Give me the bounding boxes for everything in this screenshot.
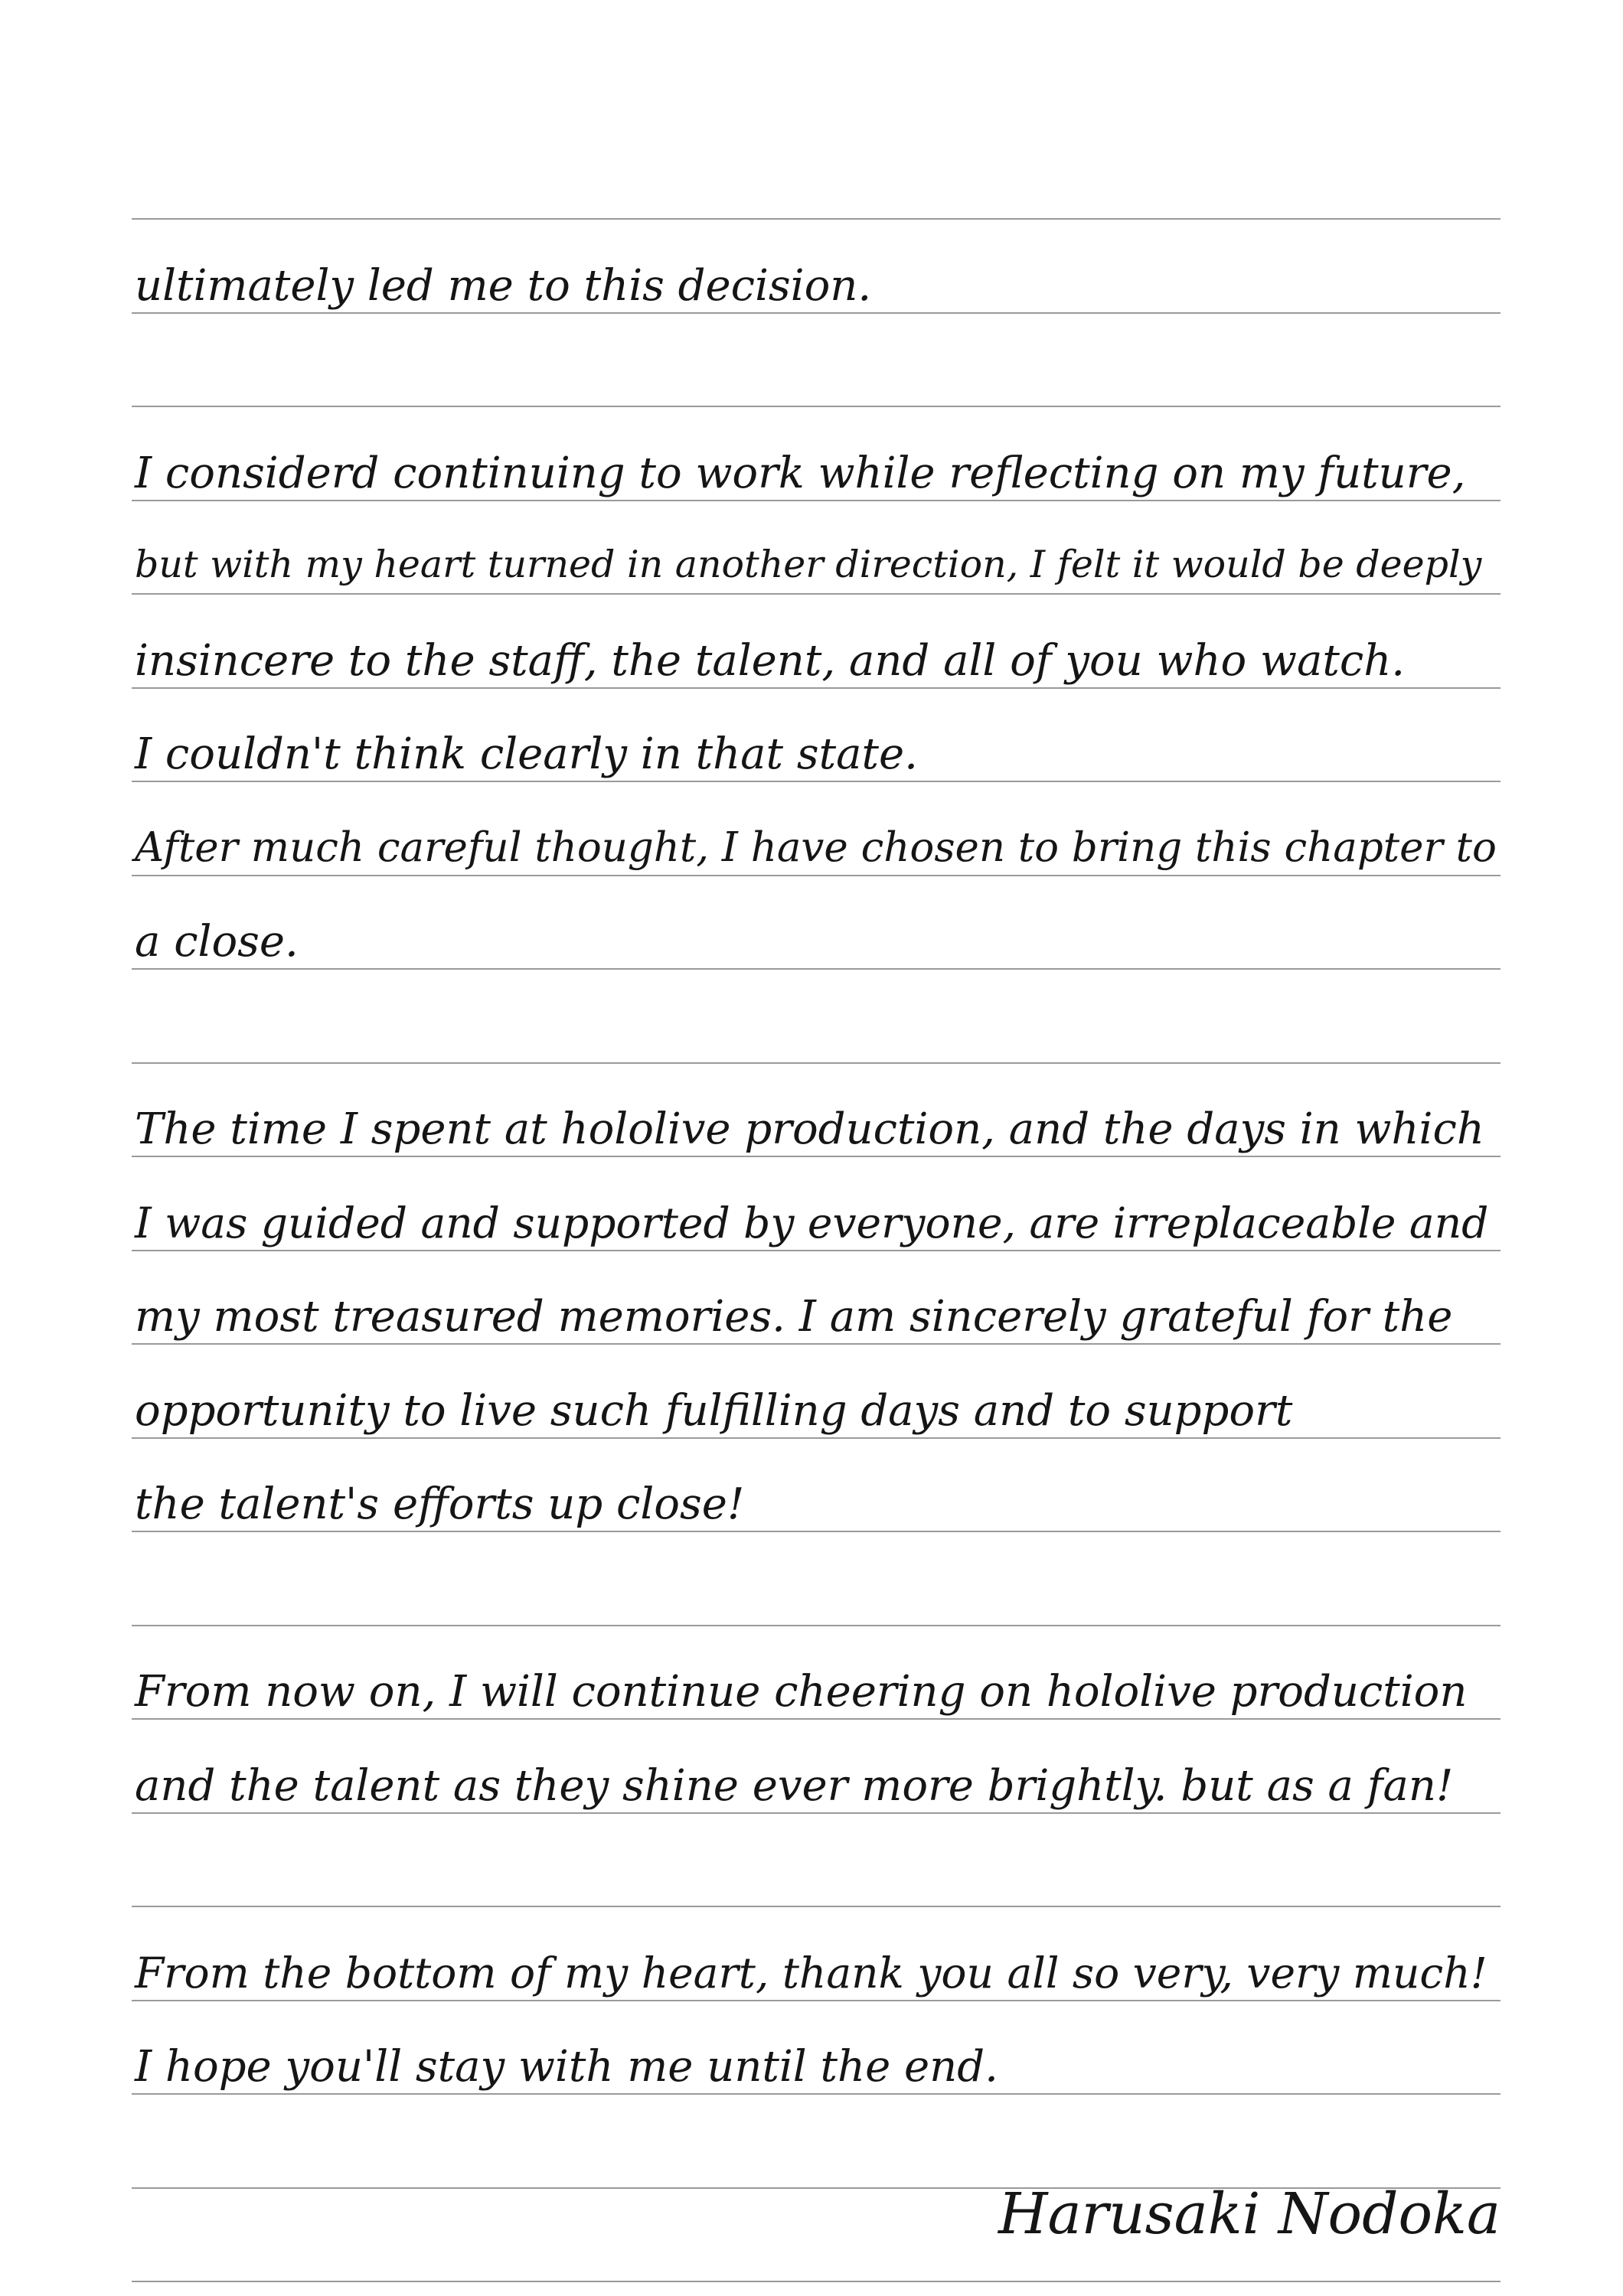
- letter-line: opportunity to live such fulfilling days and to support: [135, 1385, 1293, 1436]
- ruled-line: [132, 1531, 1501, 1532]
- ruled-line: [132, 218, 1501, 220]
- ruled-line: [132, 1906, 1501, 1907]
- letter-line: ultimately led me to this decision.: [135, 260, 872, 311]
- ruled-line: [132, 406, 1501, 407]
- letter-line: I considerd continuing to work while reflecting on my future,: [135, 448, 1466, 498]
- letter-line: The time I spent at hololive production, and the days in which: [135, 1104, 1484, 1154]
- ruled-line: [132, 1062, 1501, 1064]
- ruled-line: [132, 781, 1501, 782]
- ruled-line: [132, 2281, 1501, 2282]
- letter-line: After much careful thought, I have chosen to bring this chapter to: [135, 823, 1497, 871]
- letter-line: and the talent as they shine ever more brightly. but as a fan!: [135, 1760, 1454, 1811]
- letter-line: my most treasured memories. I am sincerely grateful for the: [135, 1292, 1453, 1342]
- ruled-line: [132, 1343, 1501, 1345]
- ruled-line: [132, 1718, 1501, 1720]
- ruled-line: [132, 1250, 1501, 1251]
- ruled-line: [132, 875, 1501, 876]
- letter-line: I hope you'll stay with me until the end.: [135, 2042, 998, 2092]
- letter-line: From now on, I will continue cheering on hololive production: [135, 1667, 1468, 1717]
- ruled-line: [132, 593, 1501, 595]
- letter-line: the talent's efforts up close!: [135, 1479, 745, 1529]
- letter-line: insincere to the staff, the talent, and all of you who watch.: [135, 635, 1406, 686]
- ruled-line: [132, 1437, 1501, 1439]
- letter-line: a close.: [135, 917, 299, 967]
- ruled-line: [132, 687, 1501, 689]
- ruled-line: [132, 1156, 1501, 1157]
- letter-line: I was guided and supported by everyone, are irreplaceable and: [135, 1198, 1489, 1247]
- ruled-line: [132, 2000, 1501, 2001]
- ruled-line: [132, 1625, 1501, 1626]
- letter-line: but with my heart turned in another direction, I felt it would be deeply: [135, 543, 1482, 586]
- letter-line: From the bottom of my heart, thank you all so very, very much!: [135, 1948, 1487, 1998]
- letter-line: I couldn't think clearly in that state.: [135, 729, 918, 779]
- ruled-line: [132, 2093, 1501, 2095]
- ruled-line: [132, 500, 1501, 501]
- signature: Harusaki Nodoka: [998, 2181, 1501, 2247]
- ruled-line: [132, 1812, 1501, 1814]
- ruled-line: [132, 968, 1501, 970]
- ruled-line: [132, 312, 1501, 314]
